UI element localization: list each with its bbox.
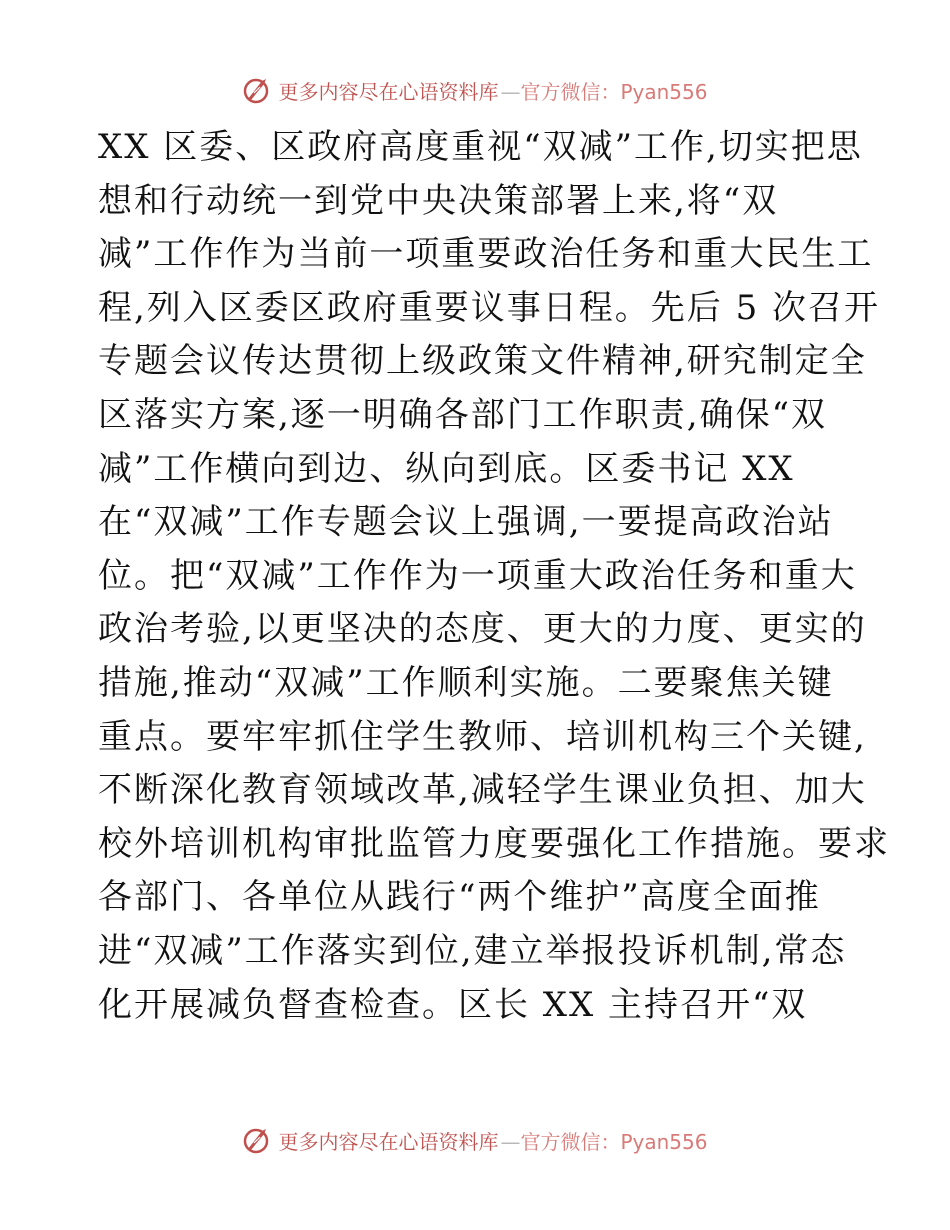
body-line: 区落实方案,逐一明确各部门工作职责,确保“双 xyxy=(98,394,827,435)
body-line: 化开展减负督查检查。区长 XX 主持召开“双 xyxy=(98,984,808,1025)
body-line: 程,列入区委区政府重要议事日程。先后 5 次召开 xyxy=(98,287,881,328)
body-line: 重点。要牢牢抓住学生教师、培训机构三个关键, xyxy=(98,716,867,757)
body-line: 进“双减”工作落实到位,建立举报投诉机制,常态 xyxy=(98,930,847,971)
watermark-text xyxy=(278,1126,707,1155)
quill-logo-icon xyxy=(242,1125,272,1155)
watermark-text xyxy=(278,76,707,105)
watermark-header xyxy=(0,70,950,110)
watermark-separator: — xyxy=(500,1129,519,1154)
body-line: 位。把“双减”工作作为一项重大政治任务和重大 xyxy=(98,555,857,596)
watermark-separator: — xyxy=(500,79,519,104)
body-line: 减”工作作为当前一项重要政治任务和重大民生工 xyxy=(98,234,874,275)
body-line: 措施,推动“双减”工作顺利实施。二要聚焦关键 xyxy=(98,662,834,703)
watermark-main: 更多内容尽在心语资料库 xyxy=(278,1129,499,1154)
watermark-contact: 官方微信：Pyan556 xyxy=(520,79,708,104)
watermark-main: 更多内容尽在心语资料库 xyxy=(278,79,499,104)
body-line: 想和行动统一到党中央决策部署上来,将“双 xyxy=(98,180,779,221)
body-line: 各部门、各单位从践行“两个维护”高度全面推 xyxy=(98,877,821,918)
body-line: 在“双减”工作专题会议上强调,一要提高政治站 xyxy=(98,502,834,543)
quill-logo-icon xyxy=(242,75,272,105)
body-line: 校外培训机构审批监管力度要强化工作措施。要求 xyxy=(98,823,890,864)
watermark-footer xyxy=(0,1120,950,1160)
body-line: 减”工作横向到边、纵向到底。区委书记 XX xyxy=(98,448,795,489)
watermark-contact: 官方微信：Pyan556 xyxy=(520,1129,708,1154)
body-line: 不断深化教育领域改革,减轻学生课业负担、加大 xyxy=(98,770,867,811)
document-body xyxy=(98,121,890,1032)
body-line: 专题会议传达贯彻上级政策文件精神,研究制定全 xyxy=(98,341,867,382)
body-line: XX 区委、区政府高度重视“双减”工作,切实把思 xyxy=(98,127,863,167)
body-line: 政治考验,以更坚决的态度、更大的力度、更实的 xyxy=(98,609,867,650)
